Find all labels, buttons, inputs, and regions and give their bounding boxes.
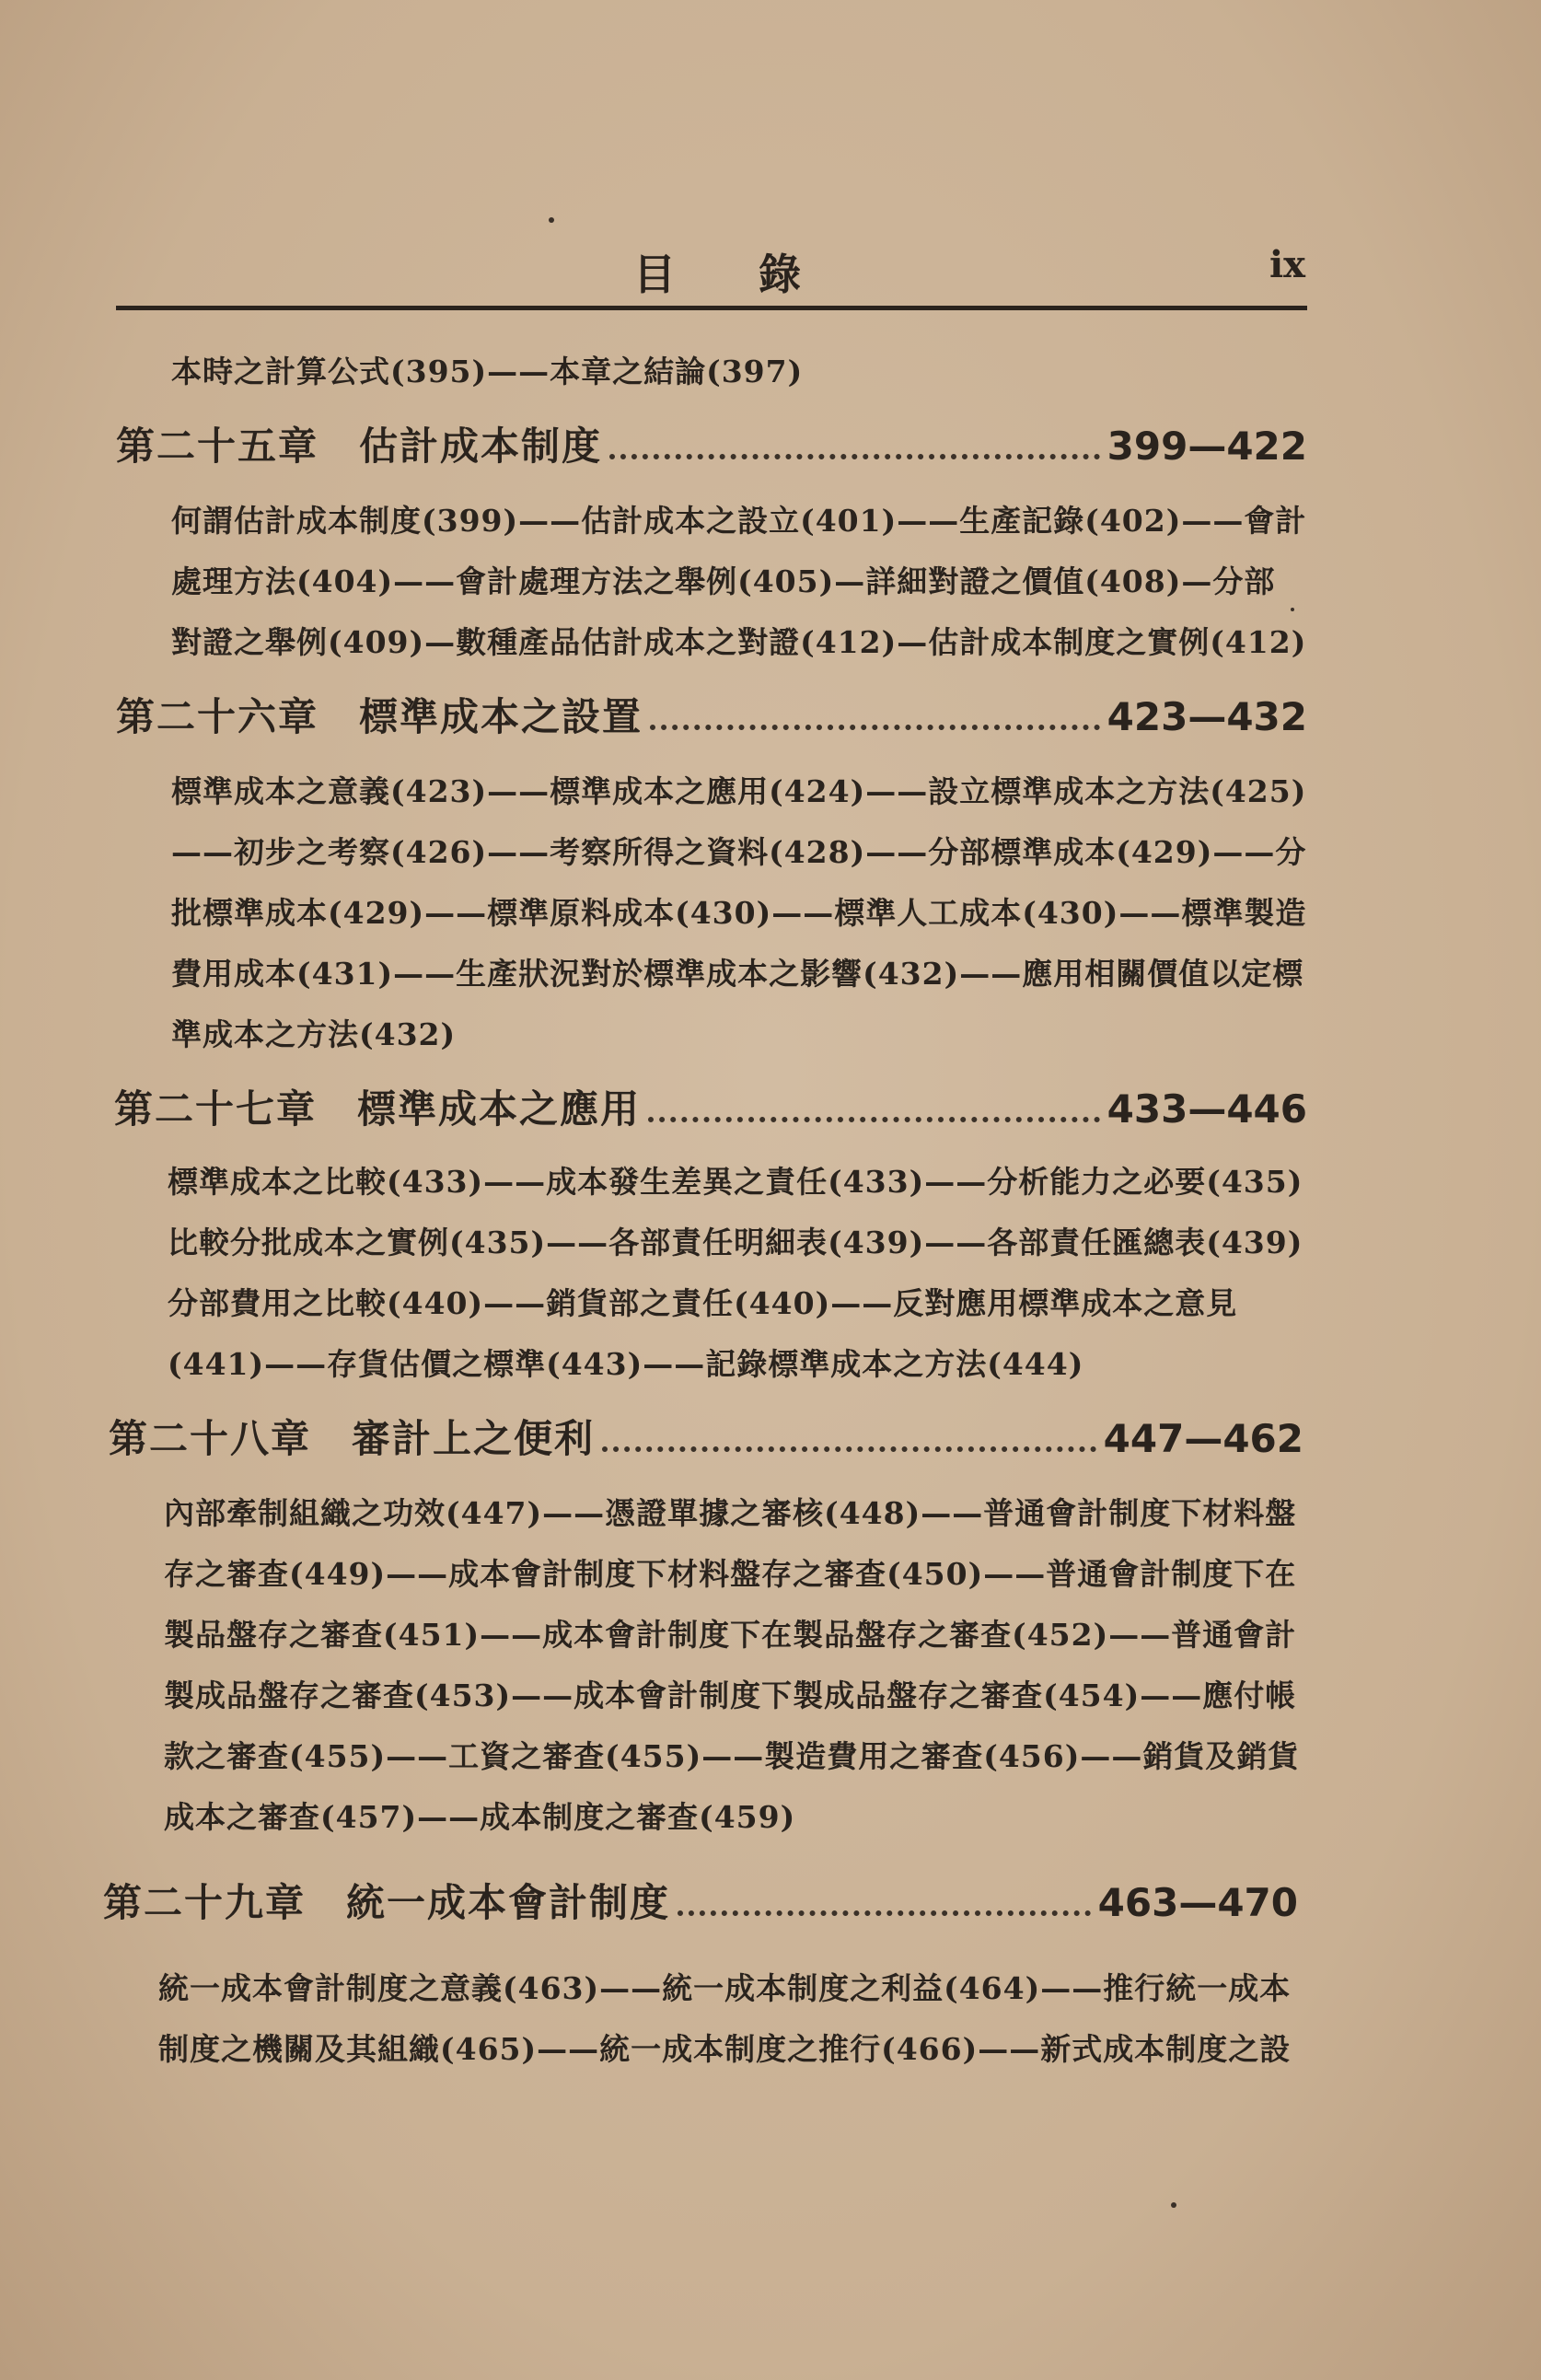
entry-line: 制度之機關及其組織(465)——統一成本制度之推行(466)——新式成本制度之設 (158, 2031, 1292, 2067)
chapter-title: 估計成本制度 (359, 424, 603, 469)
entry-line: (441)——存貨估價之標準(443)——記錄標準成本之方法(444) (168, 1346, 1084, 1382)
chapter-heading[interactable] (114, 1079, 1307, 1134)
intro-line: 本時之計算公式(395)——本章之結論(397) (171, 354, 804, 389)
entry-line: 費用成本(431)——生產狀況對於標準成本之影響(432)——應用相關價值以定標 (171, 956, 1304, 992)
page-number: ix (1269, 243, 1305, 286)
entry-line: 製品盤存之審查(451)——成本會計制度下在製品盤存之審查(452)——普通會計 (164, 1617, 1297, 1653)
entry-line: 處理方法(404)——會計處理方法之舉例(405)—詳細對證之價值(408)—分部 (171, 563, 1276, 599)
entry-line: 準成本之方法(432) (171, 1016, 457, 1052)
paper-speck (1291, 608, 1294, 611)
entry-line: 製成品盤存之審查(453)——成本會計制度下製成品盤存之審查(454)——應付帳 (164, 1678, 1297, 1713)
chapter-pages: 399—422 (1107, 424, 1307, 469)
chapter-number: 第二十六章 (116, 694, 319, 739)
paper-speck (549, 217, 554, 223)
chapter-number: 第二十八章 (109, 1416, 312, 1461)
chapter-pages: 423—432 (1107, 694, 1307, 739)
chapter-heading[interactable] (109, 1409, 1303, 1464)
chapter-title: 標準成本之設置 (359, 694, 643, 739)
chapter-pages: 463—470 (1097, 1880, 1298, 1925)
dot-leader (648, 1117, 1100, 1122)
header-title: 目錄 (633, 250, 884, 299)
entry-line: 統一成本會計制度之意義(463)——統一成本制度之利益(464)——推行統一成本 (158, 1970, 1292, 2006)
entry-line: 內部牽制組織之功效(447)——憑證單據之審核(448)——普通會計制度下材料盤 (164, 1495, 1297, 1531)
entry-line: 成本之審查(457)——成本制度之審查(459) (164, 1799, 796, 1835)
entry-line: 何謂估計成本制度(399)——估計成本之設立(401)——生產記錄(402)——會計 (171, 503, 1307, 539)
entry-line: 比較分批成本之實例(435)——各部責任明細表(439)——各部責任匯總表(439) (168, 1225, 1303, 1260)
entry-line: 存之審查(449)——成本會計制度下材料盤存之審查(450)——普通會計制度下在 (164, 1556, 1297, 1592)
dot-leader (650, 725, 1100, 730)
chapter-heading[interactable] (116, 416, 1307, 471)
dot-leader (602, 1446, 1096, 1452)
entry-line: 分部費用之比較(440)——銷貨部之責任(440)——反對應用標準成本之意見 (168, 1285, 1238, 1321)
chapter-title: 統一成本會計制度 (346, 1880, 671, 1925)
page-header (118, 241, 1305, 299)
header-rule (116, 306, 1307, 310)
chapter-title: 標準成本之應用 (357, 1086, 642, 1132)
entry-line: 標準成本之比較(433)——成本發生差異之責任(433)——分析能力之必要(435) (168, 1164, 1303, 1200)
entry-line: ——初步之考察(426)——考察所得之資料(428)——分部標準成本(429)——分 (171, 834, 1307, 870)
chapter-number: 第二十七章 (114, 1086, 318, 1132)
paper-speck (1171, 2202, 1176, 2208)
chapter-number: 第二十五章 (116, 424, 319, 469)
entry-line: 對證之舉例(409)—數種產品估計成本之對證(412)—估計成本制度之實例(412) (171, 624, 1307, 660)
chapter-number: 第二十九章 (103, 1880, 307, 1925)
chapter-pages: 447—462 (1103, 1416, 1303, 1461)
dot-leader (609, 454, 1100, 459)
entry-line: 批標準成本(429)——標準原料成本(430)——標準人工成本(430)——標準製造 (171, 895, 1307, 931)
chapter-heading[interactable] (103, 1873, 1298, 1928)
chapter-title: 審計上之便利 (352, 1416, 596, 1461)
entry-line: 款之審查(455)——工資之審查(455)——製造費用之審查(456)——銷貨及銷貨 (164, 1738, 1300, 1774)
chapter-heading[interactable] (116, 687, 1307, 742)
entry-line: 標準成本之意義(423)——標準成本之應用(424)——設立標準成本之方法(425) (171, 773, 1307, 809)
chapter-pages: 433—446 (1107, 1086, 1307, 1132)
dot-leader (678, 1910, 1091, 1916)
